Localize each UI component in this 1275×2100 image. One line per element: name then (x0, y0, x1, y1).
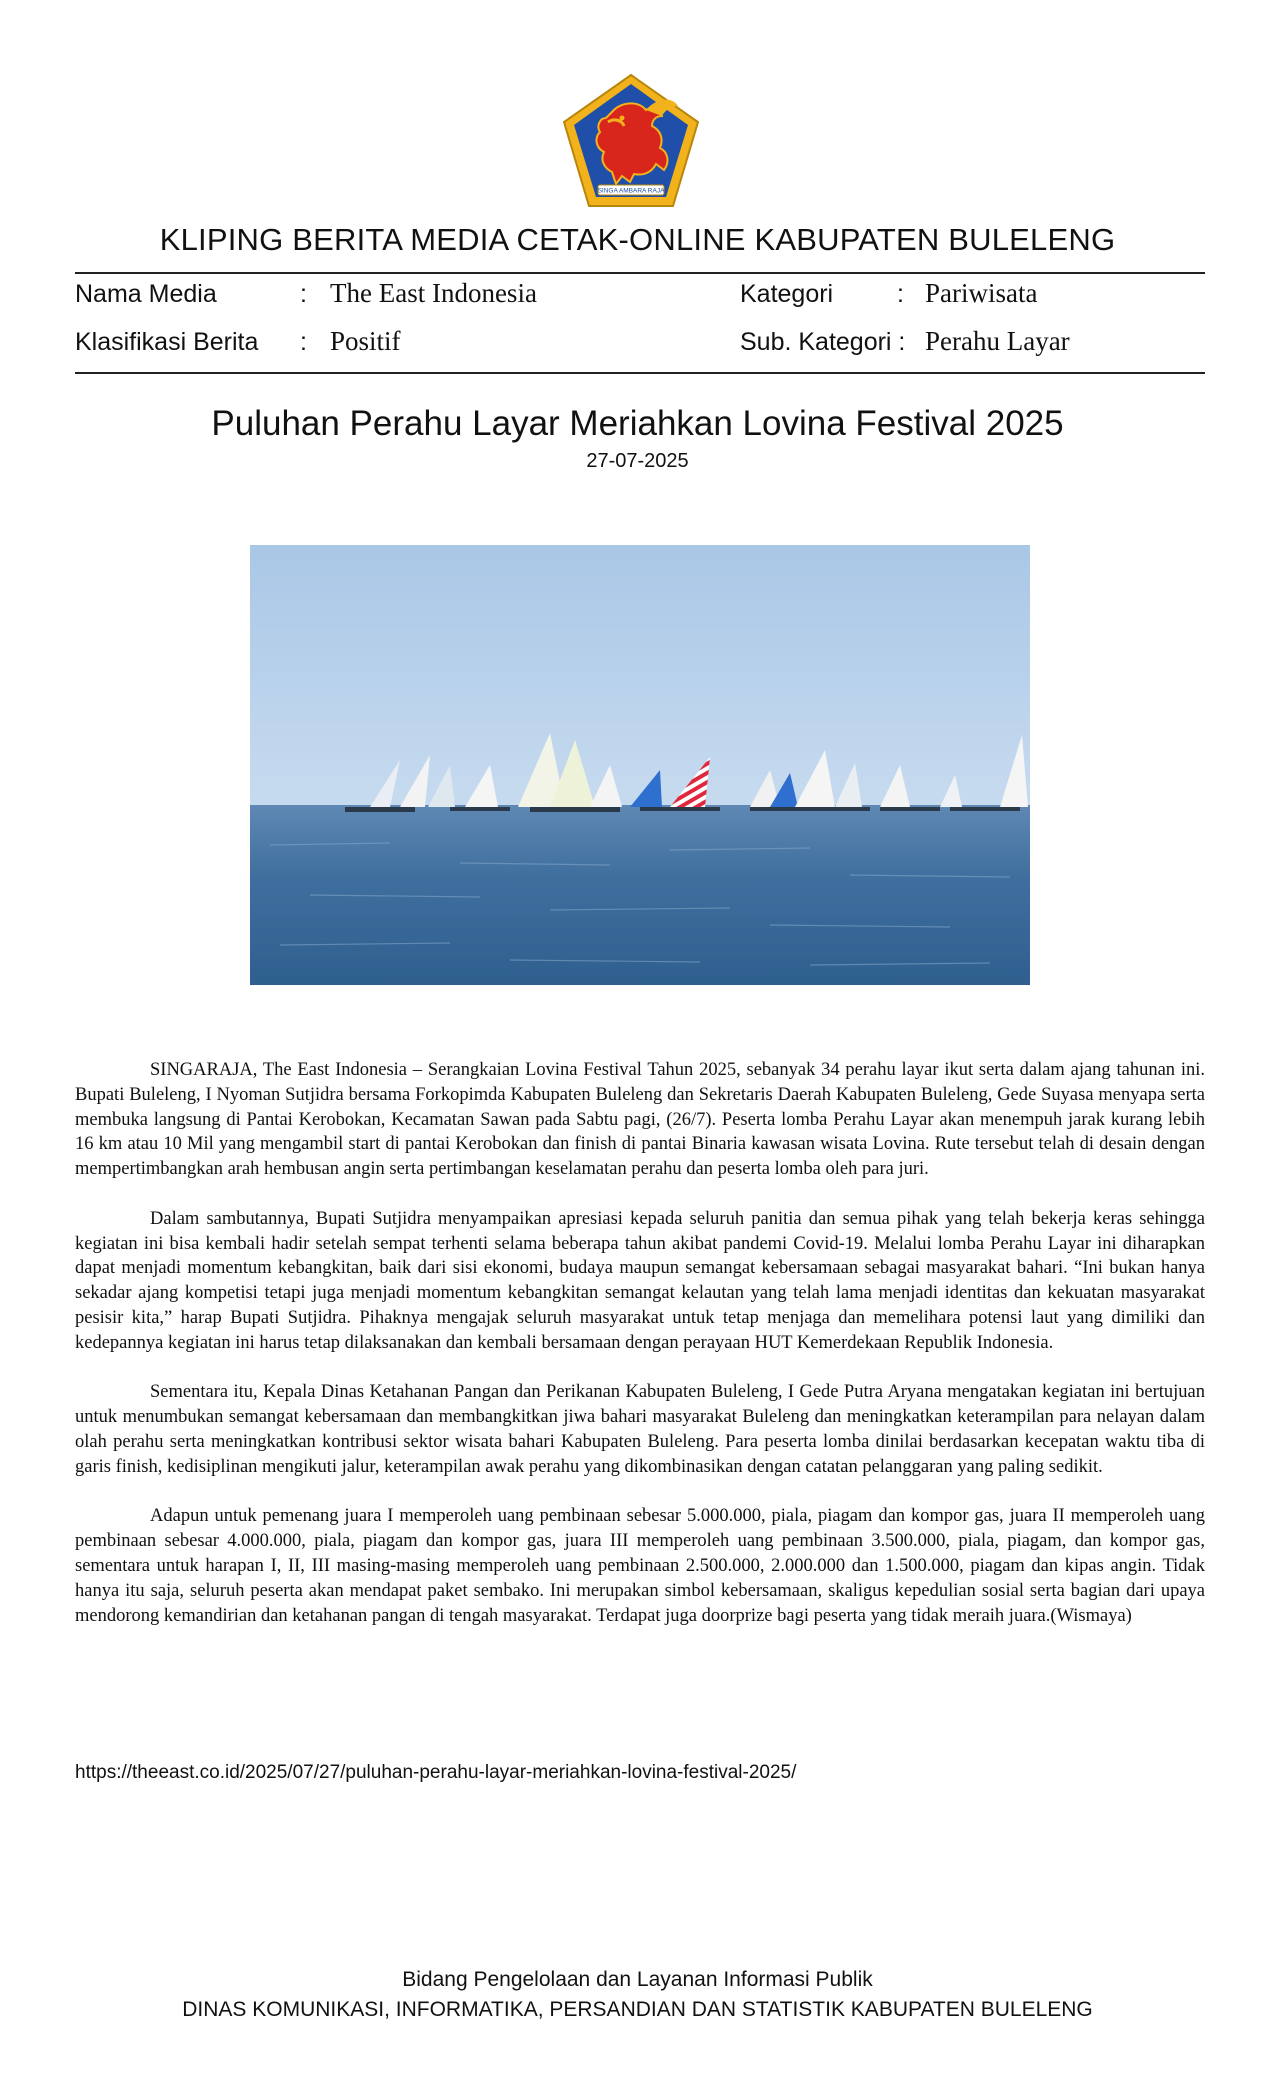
sub-kategori-label: Sub. Kategori : (740, 328, 906, 356)
footer-agency: DINAS KOMUNIKASI, INFORMATIKA, PERSANDIAN DAN STATISTIK KABUPATEN BULELENG (182, 1998, 1093, 2021)
article-paragraph-4: Adapun untuk pemenang juara I memperoleh uang pembinaan sebesar 5.000.000, piala, piagam dan kompor gas, juara II memperoleh uang pembinaan sebesar 4.000.000, piala, piagam dan kompor gas, juara III memperoleh uang pembinaan 3.500.000, piala, piagam, dan kompor gas, sementara untuk harapan I, II, III masing-masing memperoleh uang pembinaan 2.500.000, 2.000.000 dan 1.500.000, piagam dan kipas angin. Tidak hanya itu saja, seluruh peserta akan mendapat paket sembako. Ini merupakan simbol kebersamaan, skaligus kepedulian sosial serta bagian dari upaya mendorong kemandirian dan ketahanan pangan di tengah masyarakat. Terdapat juga doorprize bagi peserta yang tidak meraih juara.(Wismaya) (75, 1506, 1205, 1626)
divider-bottom (75, 372, 1205, 374)
article-paragraph-3: Sementara itu, Kepala Dinas Ketahanan Pangan dan Perikanan Kabupaten Buleleng, I Gede Putra Aryana mengatakan kegiatan ini bertujuan untuk menumbukan semangat kebersamaan dan membangkitkan jiwa bahari masyarakat Buleleng dan meningkatkan keterampilan para nelayan dalam olah perahu serta meningkatkan kontribusi sektor wisata bahari Kabupaten Buleleng. Para peserta lomba dinilai berdasarkan kecepatan waktu tiba di garis finish, kedisiplinan mengikuti jalur, keterampilan awak perahu yang dikombinasikan dengan catatan pelanggaran yang paling sedikit. (75, 1382, 1205, 1477)
divider-top (75, 272, 1205, 274)
kategori-colon: : (897, 280, 904, 308)
source-url: https://theeast.co.id/2025/07/27/puluhan-perahu-layar-meriahkan-lovina-festival-2025/ (75, 1762, 797, 1783)
klasifikasi-colon: : (300, 328, 307, 356)
article-paragraph-2: Dalam sambutannya, Bupati Sutjidra menyampaikan apresiasi kepada seluruh panitia dan semua pihak yang telah bekerja keras sehingga kegiatan ini bisa kembali hadir setelah sempat terhenti selama beberapa tahun akibat pandemi Covid-19. Melalui lomba Perahu Layar ini diharapkan dapat menjadi momentum kebangkitan, baik dari sisi ekonomi, budaya maupun semangat kebersamaan sebagai masyarakat bahari. “Ini bukan hanya sekadar ajang kompetisi tetapi juga menjadi momentum kebangkitan semangat kelautan yang telah lama menjadi identitas dan kekuatan masyarakat pesisir kita,” harap Bupati Sutjidra. Pihaknya mengajak seluruh masyarakat untuk tetap menjaga dan memelihara potensi laut yang dimiliki dan kedepannya kegiatan ini harus tetap dilaksanakan dan kembali bersamaan dengan perayaan HUT Kemerdekaan Republik Indonesia. (75, 1208, 1205, 1353)
regency-emblem-icon (560, 72, 702, 210)
sub-kategori-value: Perahu Layar (925, 326, 1070, 356)
kategori-value: Pariwisata (925, 278, 1038, 308)
article-body (75, 1058, 1205, 1653)
kategori-label: Kategori (740, 280, 834, 308)
emblem-motto: SINGA AMBARA RAJA (597, 187, 665, 195)
article-date: 27-07-2025 (586, 450, 689, 472)
nama-media-label: Nama Media (75, 280, 217, 308)
klasifikasi-value: Positif (330, 326, 401, 356)
footer-division: Bidang Pengelolaan dan Layanan Informasi Publik (402, 1968, 873, 1991)
nama-media-colon: : (300, 280, 307, 308)
header-title: KLIPING BERITA MEDIA CETAK-ONLINE KABUPATEN BULELENG (159, 222, 1116, 257)
sailboats-photo (250, 545, 1030, 985)
klasifikasi-label: Klasifikasi Berita (75, 328, 259, 356)
article-paragraph-1: SINGARAJA, The East Indonesia – Serangkaian Lovina Festival Tahun 2025, sebanyak 34 perahu layar ikut serta dalam ajang tahunan ini. Bupati Buleleng, I Nyoman Sutjidra bersama Forkopimda Kabupaten Buleleng dan Sekretaris Daerah Kabupaten Buleleng, Gede Suyasa menyapa serta membuka langsung di Pantai Kerobokan, Kecamatan Sawan pada Sabtu pagi, (26/7). Peserta lomba Perahu Layar akan menempuh jarak kurang lebih 16 km atau 10 Mil yang mengambil start di pantai Kerobokan dan finish di pantai Binaria kawasan wisata Lovina. Rute tersebut telah di desain dengan mempertimbangkan arah hembusan angin serta pertimbangan keselamatan perahu dan peserta lomba oleh para juri. (75, 1060, 1205, 1180)
article-title: Puluhan Perahu Layar Meriahkan Lovina Festival 2025 (211, 404, 1064, 443)
nama-media-value: The East Indonesia (330, 278, 537, 308)
